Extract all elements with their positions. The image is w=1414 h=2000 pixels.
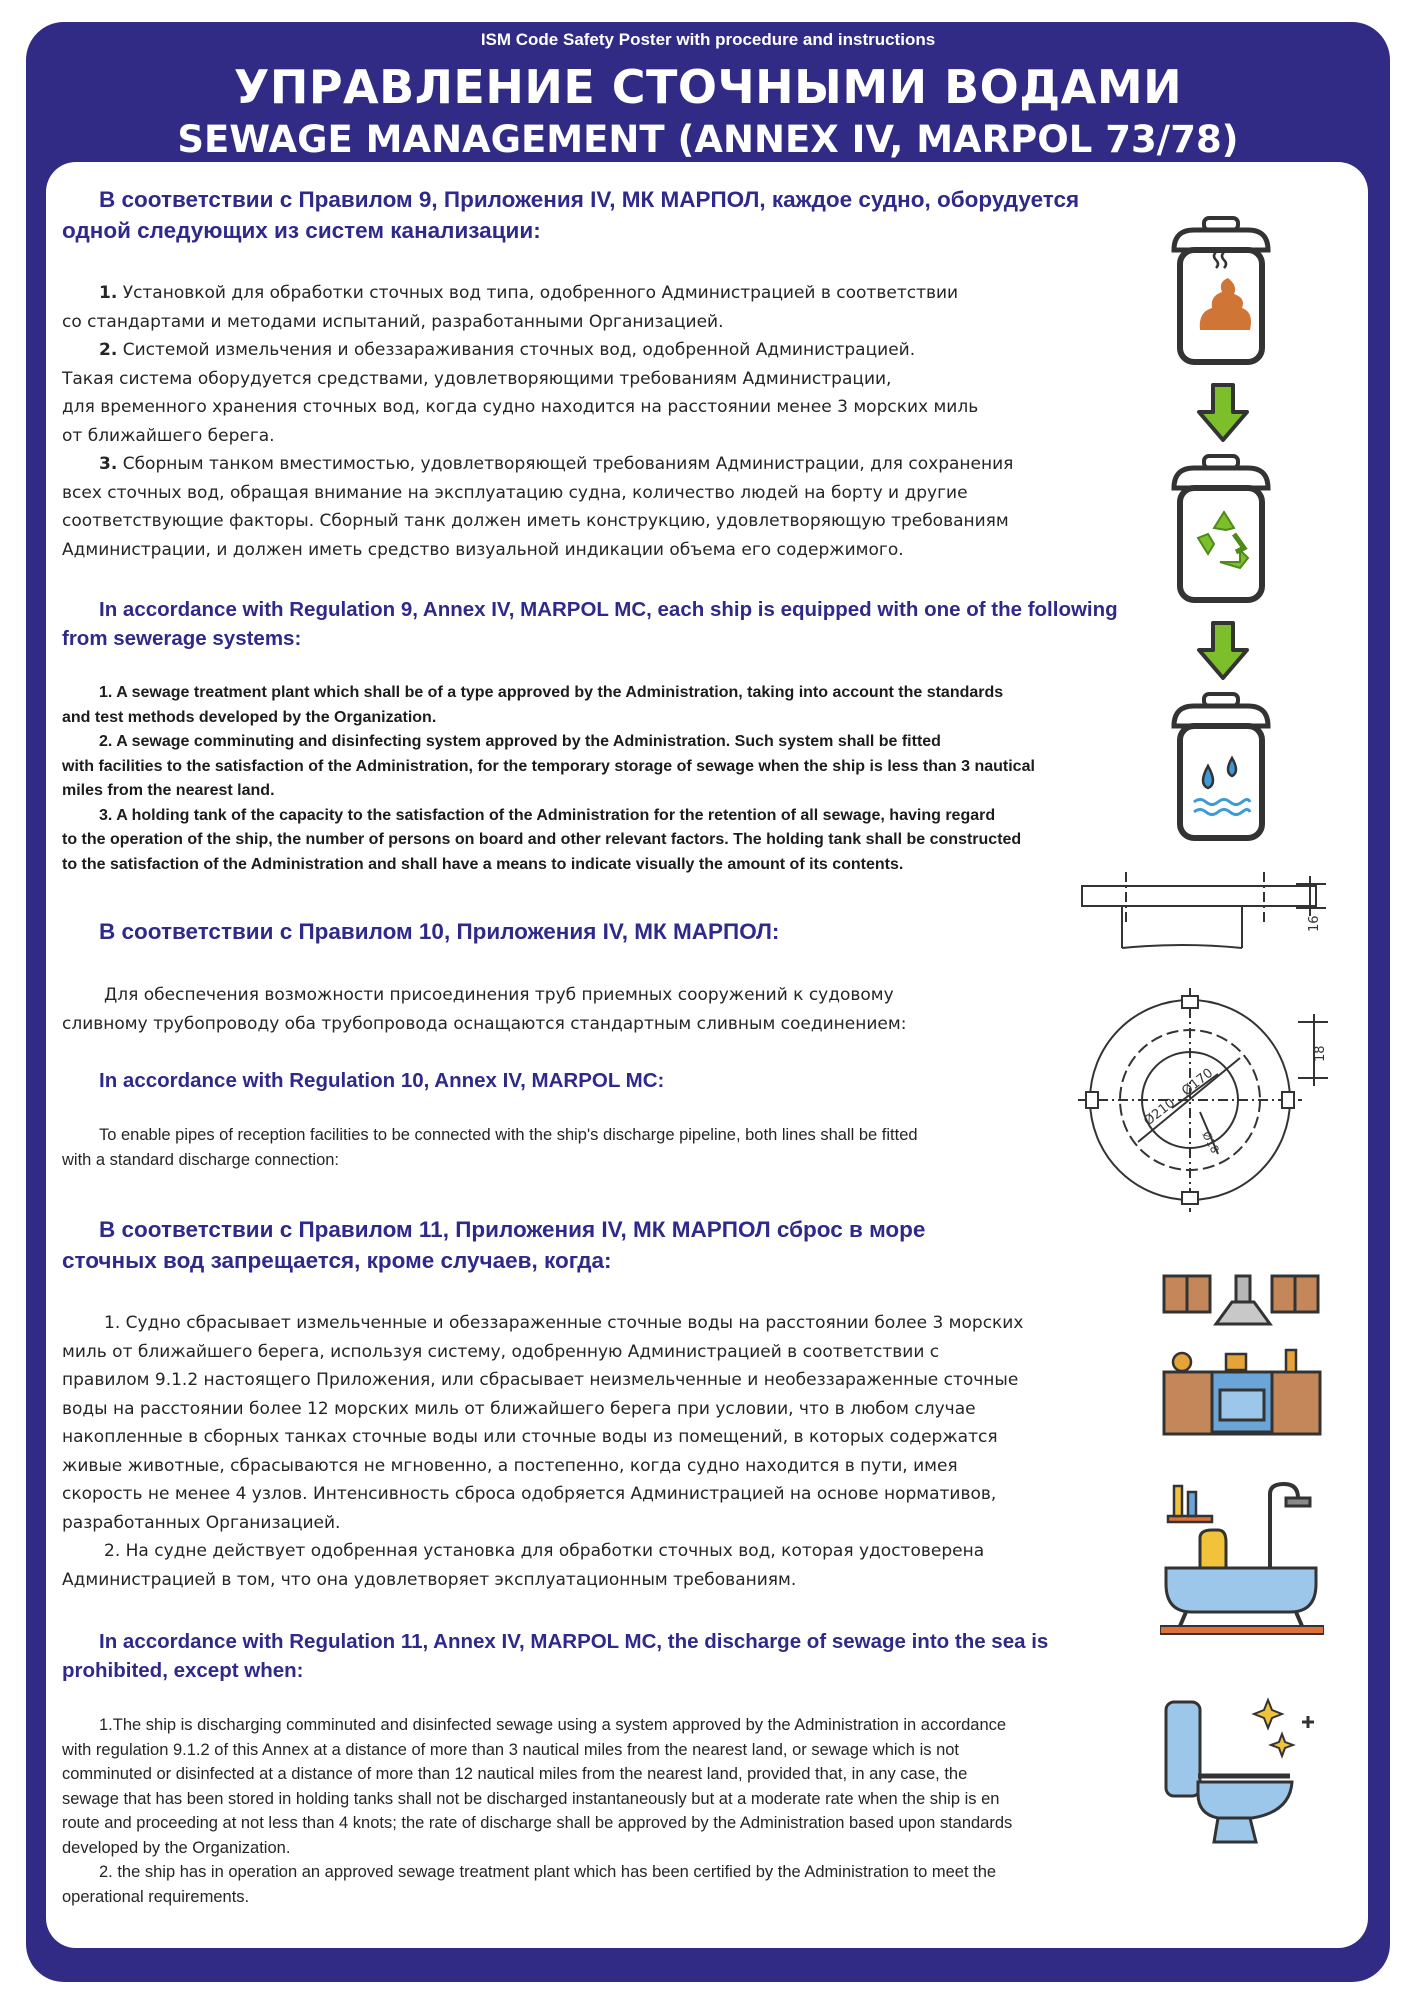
toilet-icon xyxy=(1160,1690,1324,1848)
list-item: 3. Сборным танком вместимостью, удовлетворяющей требованиям Администрации, для сохранения всех сточных вод, обращая внимание на эксплуатацию судна, количество людей на борту и другие соответствующие факторы. Сборный танк должен иметь конструкцию, удовлетворяющую требованиям Администрации, и должен иметь средство визуальной индикации объема его содержимого. xyxy=(62,454,1014,560)
list-item: 1. Установкой для обработки сточных вод типа, одобренного Администрацией в соответствии со стандартами и методами испытаний, разработанными Организацией. xyxy=(62,283,959,332)
waste-bin-icon xyxy=(1168,212,1274,372)
arrow-down-icon xyxy=(1196,620,1250,682)
list-item: 2. A sewage comminuting and disinfecting system approved by the Administration. Such system shall be fitted with facilities to the satisfaction of the Administration, for the temporary storage of sewage when the ship is less than 3 nautical miles from the nearest land. xyxy=(62,733,1035,799)
arrow-down-icon xyxy=(1196,382,1250,444)
list-item: 2. Системой измельчения и обеззараживания сточных вод, одобренной Администрацией. Такая система оборудуется средствами, удовлетворяющими требованиям Администрации, для временного хранения сточных вод, когда судно находится на расстоянии менее 3 морских миль от ближайшего берега. xyxy=(62,340,979,446)
reg10-heading-en: In accordance with Regulation 10, Annex IV, MARPOL MC: xyxy=(99,1069,665,1092)
dimension-label: Ø170 xyxy=(1179,1065,1217,1100)
reg10-heading-ru: В соответствии с Правилом 10, Приложения IV, МК МАРПОЛ: xyxy=(99,919,780,944)
bathtub-icon xyxy=(1160,1476,1324,1640)
list-item: 1. Судно сбрасывает измельченные и обеззараженные сточные воды на расстоянии более 3 морских миль от ближайшего берега, используя систему, одобренную Администрацией в соответствии с правилом 9.1.2 настоящего Приложения, или сбрасывает неизмельченные и необеззараженные сточные воды на расстоянии более 12 морских миль от ближайшего берега при условии, что в любом случае накопленные в сборных танках сточные воды или сточные воды из помещений, в которых содержатся живые животные, сбрасываются не мгновенно, а постепенно, когда судно находится в пути, имея скорость не менее 4 узлов. Интенсивность сброса одобряется Администрацией на основе нормативов, разработанных Организацией. xyxy=(62,1313,1024,1533)
reg9-list-en xyxy=(62,681,1152,877)
dimension-label: 16 xyxy=(1307,915,1322,932)
list-item: 2. На судне действует одобренная установка для обработки сточных вод, которая удостоверена Администрацией в том, что она удовлетворяет эксплуатационным требованиям. xyxy=(62,1541,985,1590)
kitchen-icon xyxy=(1160,1272,1324,1442)
water-bin-icon xyxy=(1168,688,1274,848)
dimension-label: Ø18 xyxy=(1199,1129,1222,1156)
list-item: 3. A holding tank of the capacity to the satisfaction of the Administration for the retention of all sewage, having regard to the operation of the ship, the number of persons on board and other relevant factors. The holding tank shall be constructed to the satisfaction of the Administration and shall have a means to indicate visually the amount of its contents. xyxy=(62,806,1022,873)
reg11-list-en xyxy=(62,1713,1152,1909)
reg10-body-ru: Для обеспечения возможности присоединения труб приемных сооружений к судовому сливному трубопроводу оба трубопровода оснащаются стандартным сливным соединением: xyxy=(62,985,907,1034)
reg11-heading-en: In accordance with Regulation 11, Annex IV, MARPOL MC, the discharge of sewage into the sea is prohibited, except when: xyxy=(62,1630,1049,1682)
poster-subtitle: ISM Code Safety Poster with procedure and instructions xyxy=(480,30,936,49)
flange-drawing xyxy=(1078,872,1330,1212)
dimension-label: 18 xyxy=(1313,1045,1328,1062)
reg11-list-ru xyxy=(62,1309,1142,1594)
dimension-label: Ø210 xyxy=(1141,1095,1179,1130)
poster-title-en: SEWAGE MANAGEMENT (ANNEX IV, MARPOL 73/78) xyxy=(177,118,1239,161)
reg9-heading-en: In accordance with Regulation 9, Annex IV, MARPOL MC, each ship is equipped with one of the following from sewerage systems: xyxy=(62,598,1118,650)
recycle-bin-icon xyxy=(1168,450,1274,610)
reg9-list-ru xyxy=(62,279,1142,564)
reg10-body-en: To enable pipes of reception facilities to be connected with the ship's discharge pipeline, both lines shall be fitted with a standard discharge connection: xyxy=(62,1126,918,1169)
reg11-heading-ru: В соответствии с Правилом 11, Приложения IV, МК МАРПОЛ сброс в море сточных вод запрещается, кроме случаев, когда: xyxy=(62,1217,926,1273)
reg9-heading-ru: В соответствии с Правилом 9, Приложения IV, МК МАРПОЛ, каждое судно, оборудуется одной следующих из систем канализации: xyxy=(62,187,1080,243)
list-item: 1.The ship is discharging comminuted and disinfected sewage using a system approved by the Administration in accordance with regulation 9.1.2 of this Annex at a distance of more than 3 nautical miles from the nearest land, or sewage which is not comminuted or disinfected at a distance of more than 12 nautical miles from the nearest land, provided that, in any case, the sewage that has been stored in holding tanks shall not be discharged instantaneously but at a moderate rate when the ship is en route and proceeding at not less than 4 knots; the rate of discharge shall be approved by the Administration based upon standards developed by the Organization. xyxy=(62,1716,1013,1857)
list-item: 1. A sewage treatment plant which shall be of a type approved by the Administration, taking into account the standards and test methods developed by the Organization. xyxy=(62,684,1004,726)
poster-title-ru: УПРАВЛЕНИЕ СТОЧНЫМИ ВОДАМИ xyxy=(233,60,1183,114)
list-item: 2. the ship has in operation an approved sewage treatment plant which has been certified by the Administration to meet the operational requirements. xyxy=(62,1863,997,1906)
